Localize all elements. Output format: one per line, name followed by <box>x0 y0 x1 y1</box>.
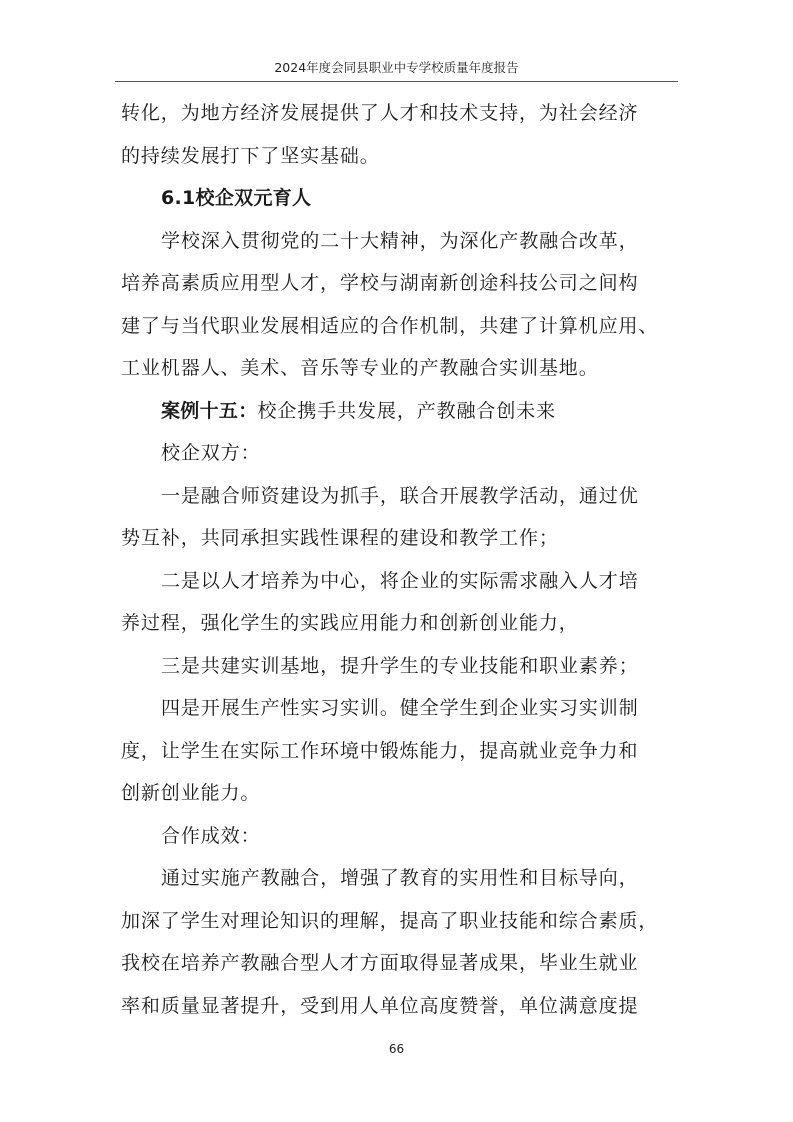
case-title: 校企携手共发展，产教融合创未来 <box>257 399 557 422</box>
paragraph-line: 学校深入贯彻党的二十大精神，为深化产教融合改革， <box>161 229 639 252</box>
page-number: 66 <box>388 1042 405 1056</box>
section-heading: 6.1校企双元育人 <box>161 187 312 209</box>
paragraph-line: 工业机器人、美术、音乐等专业的产教融合实训基地。 <box>121 357 599 379</box>
case-heading <box>121 390 681 433</box>
paragraph-line: 创新创业能力。 <box>121 782 261 804</box>
paragraph-line: 的持续发展打下了坚实基础。 <box>121 144 380 167</box>
paragraph-line: 一是融合师资建设为抓手，联合开展教学活动，通过优 <box>161 484 639 507</box>
paragraph-line: 我校在培养产教融合型人才方面取得显著成果，毕业生就业 <box>121 952 639 974</box>
paragraph-line: 四是开展生产性实习实训。健全学生到企业实习实训制 <box>161 697 639 719</box>
paragraph-line: 培养高素质应用型人才，学校与湖南新创途科技公司之间构 <box>121 272 639 294</box>
paragraph-line: 合作成效： <box>161 824 261 847</box>
paragraph-line: 通过实施产教融合，增强了教育的实用性和目标导向， <box>161 867 639 889</box>
paragraph-line: 二是以人才培养为中心，将企业的实际需求融入人才培 <box>161 569 639 592</box>
paragraph-line: 转化，为地方经济发展提供了人才和技术支持，为社会经济 <box>121 102 639 124</box>
paragraph-line: 势互补，共同承担实践性课程的建设和教学工作； <box>121 527 559 549</box>
document-body <box>121 92 681 1027</box>
paragraph-line: 三是共建实训基地，提升学生的专业技能和职业素养； <box>161 654 639 677</box>
header-divider <box>115 81 678 82</box>
paragraph-line: 养过程，强化学生的实践应用能力和创新创业能力， <box>121 612 579 634</box>
case-label: 案例十五： <box>161 399 258 422</box>
paragraph-line: 建了与当代职业发展相适应的合作机制，共建了计算机应用、 <box>121 314 659 337</box>
paragraph-line: 度，让学生在实际工作环境中锻炼能力，提高就业竞争力和 <box>121 739 639 762</box>
page-header-title: 2024年度会同县职业中专学校质量年度报告 <box>274 60 519 75</box>
paragraph-line: 校企双方： <box>161 442 261 464</box>
paragraph-line: 率和质量显著提升，受到用人单位高度赞誉，单位满意度提 <box>121 994 639 1017</box>
paragraph-line: 加深了学生对理论知识的理解，提高了职业技能和综合素质， <box>121 909 659 932</box>
